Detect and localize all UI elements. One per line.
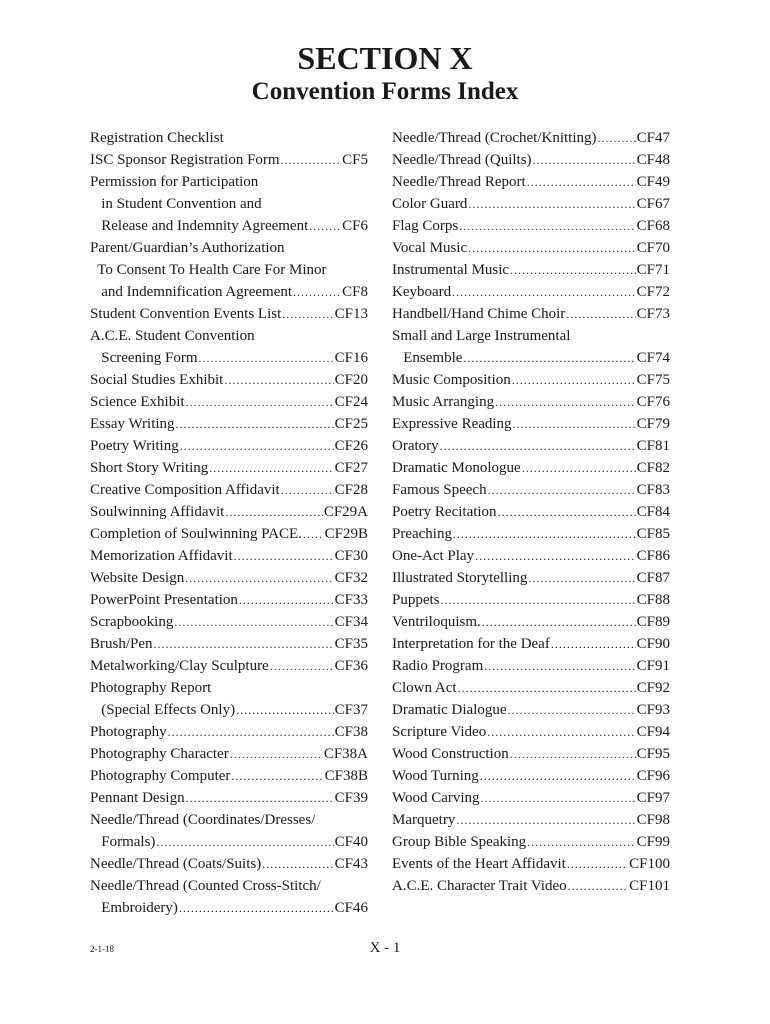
- index-entry: [90, 677, 368, 699]
- index-title: Convention Forms Index: [251, 78, 519, 105]
- dot-leader: [231, 765, 323, 787]
- dot-leader: [176, 413, 334, 435]
- form-code: CF81: [636, 438, 670, 454]
- dot-leader: [282, 303, 333, 325]
- dot-leader: [468, 193, 635, 215]
- dot-leader: [179, 897, 334, 919]
- form-code: CF89: [636, 614, 670, 630]
- dot-leader: [498, 501, 636, 523]
- entry-title: Photography Report: [90, 680, 212, 696]
- form-code: CF24: [334, 394, 368, 410]
- dot-leader: [262, 853, 333, 875]
- form-code: CF28: [334, 482, 368, 498]
- index-entry: [392, 809, 670, 831]
- entry-title: Small and Large Instrumental: [392, 328, 571, 344]
- form-code: CF6: [342, 218, 368, 234]
- dot-leader: [567, 853, 628, 875]
- entry-title: Preaching: [392, 526, 452, 542]
- dot-leader: [281, 149, 342, 171]
- entry-title: Needle/Thread (Counted Cross-Stitch/: [90, 878, 321, 894]
- form-code: CF29B: [324, 526, 368, 542]
- dot-leader: [551, 633, 636, 655]
- index-entry: [90, 435, 368, 457]
- dot-leader: [513, 413, 636, 435]
- form-code: CF27: [334, 460, 368, 476]
- index-entry: [90, 545, 368, 567]
- entry-title: Events of the Heart Affidavit: [392, 856, 566, 872]
- entry-title: Screening Form: [90, 350, 198, 366]
- index-entry: [90, 259, 368, 281]
- entry-title: Music Composition: [392, 372, 511, 388]
- index-entry: [392, 347, 670, 369]
- dot-leader: [495, 391, 636, 413]
- dot-leader: [230, 743, 323, 765]
- index-entry: [392, 831, 670, 853]
- index-entry: [392, 677, 670, 699]
- index-entry: [90, 523, 368, 545]
- form-code: CF83: [636, 482, 670, 498]
- form-code: CF48: [636, 152, 670, 168]
- dot-leader: [168, 721, 334, 743]
- form-code: CF34: [334, 614, 368, 630]
- entry-title: Famous Speech: [392, 482, 487, 498]
- dot-leader: [527, 831, 635, 853]
- form-code: CF76: [636, 394, 670, 410]
- entry-title: Embroidery): [90, 900, 178, 916]
- entry-title: Vocal Music: [392, 240, 468, 256]
- index-entry: [392, 501, 670, 523]
- dot-leader: [156, 831, 333, 853]
- form-code: CF98: [636, 812, 670, 828]
- entry-title: Puppets: [392, 592, 440, 608]
- form-code: CF90: [636, 636, 670, 652]
- index-entry: [392, 699, 670, 721]
- index-entry: [90, 369, 368, 391]
- entry-title: (Special Effects Only): [90, 702, 236, 718]
- entry-title: Photography: [90, 724, 167, 740]
- entry-title: Instrumental Music: [392, 262, 510, 278]
- dot-leader: [508, 699, 636, 721]
- form-code: CF70: [636, 240, 670, 256]
- dot-leader: [441, 589, 636, 611]
- form-code: CF32: [334, 570, 368, 586]
- entry-title: Wood Turning: [392, 768, 479, 784]
- dot-leader: [481, 787, 636, 809]
- index-entry: [392, 193, 670, 215]
- index-entry: [392, 567, 670, 589]
- index-entry: [90, 347, 368, 369]
- entry-title: Photography Computer: [90, 768, 231, 784]
- dot-leader: [234, 545, 334, 567]
- index-entry: [392, 281, 670, 303]
- index-entry: [392, 325, 670, 347]
- entry-title: Dramatic Monologue: [392, 460, 521, 476]
- dot-leader: [533, 149, 636, 171]
- entry-title: Oratory: [392, 438, 439, 454]
- form-code: CF87: [636, 570, 670, 586]
- form-code: CF5: [342, 152, 368, 168]
- index-entry: [90, 325, 368, 347]
- entry-title: Soulwinning Affidavit: [90, 504, 225, 520]
- entry-title: Wood Construction: [392, 746, 509, 762]
- dot-leader: [154, 633, 334, 655]
- dot-leader: [174, 611, 333, 633]
- entry-title: Social Studies Exhibit: [90, 372, 224, 388]
- dot-leader: [225, 501, 323, 523]
- form-code: CF35: [334, 636, 368, 652]
- entry-title: One-Act Play: [392, 548, 475, 564]
- entry-title: Clown Act: [392, 680, 457, 696]
- index-entry: [90, 787, 368, 809]
- index-entry: [392, 545, 670, 567]
- dot-leader: [224, 369, 333, 391]
- entry-title: Needle/Thread (Coordinates/Dresses/: [90, 812, 316, 828]
- form-code: CF79: [636, 416, 670, 432]
- form-code: CF86: [636, 548, 670, 564]
- entry-title: Marquetry: [392, 812, 456, 828]
- form-code: CF85: [636, 526, 670, 542]
- form-code: CF74: [636, 350, 670, 366]
- entry-title: Needle/Thread (Quilts): [392, 152, 532, 168]
- entry-title: Keyboard: [392, 284, 452, 300]
- entry-title: Illustrated Storytelling: [392, 570, 528, 586]
- entry-title: Interpretation for the Deaf: [392, 636, 550, 652]
- form-code: CF39: [334, 790, 368, 806]
- index-entry: [392, 369, 670, 391]
- form-code: CF49: [636, 174, 670, 190]
- entry-title: Scripture Video: [392, 724, 487, 740]
- index-entry: [392, 391, 670, 413]
- dot-leader: [482, 611, 636, 633]
- form-code: CF84: [636, 504, 670, 520]
- index-entry: [90, 501, 368, 523]
- entry-title: Radio Program: [392, 658, 484, 674]
- form-code: CF33: [334, 592, 368, 608]
- entry-title: Registration Checklist: [90, 130, 224, 146]
- dot-leader: [198, 347, 333, 369]
- form-code: CF38: [334, 724, 368, 740]
- form-code: CF20: [334, 372, 368, 388]
- index-entry: [90, 149, 368, 171]
- entry-title: Dramatic Dialogue: [392, 702, 507, 718]
- form-code: CF101: [629, 878, 670, 894]
- index-entry: [90, 171, 368, 193]
- entry-title: Metalworking/Clay Sculpture: [90, 658, 269, 674]
- form-code: CF13: [334, 306, 368, 322]
- dot-leader: [522, 457, 636, 479]
- dot-leader: [440, 435, 636, 457]
- entry-title: Student Convention Events List: [90, 306, 282, 322]
- entry-title: in Student Convention and: [90, 196, 262, 212]
- dot-leader: [186, 787, 334, 809]
- index-entry: [90, 809, 368, 831]
- entry-title: Photography Character: [90, 746, 229, 762]
- form-code: CF30: [334, 548, 368, 564]
- entry-title: Science Exhibit: [90, 394, 185, 410]
- form-code: CF96: [636, 768, 670, 784]
- dot-leader: [512, 369, 636, 391]
- entry-title: Color Guard: [392, 196, 468, 212]
- dot-leader: [281, 479, 334, 501]
- index-entry: [392, 149, 670, 171]
- index-entry: [90, 897, 368, 919]
- entry-title: Needle/Thread (Coats/Suits): [90, 856, 262, 872]
- entry-title: PowerPoint Presentation: [90, 592, 238, 608]
- entry-title: Wood Carving: [392, 790, 480, 806]
- left-index-column: [90, 127, 368, 919]
- form-code: CF99: [636, 834, 670, 850]
- form-code: CF93: [636, 702, 670, 718]
- form-code: CF38A: [323, 746, 368, 762]
- index-entry: [90, 875, 368, 897]
- index-entry: [90, 611, 368, 633]
- index-entry: [392, 743, 670, 765]
- form-code: CF43: [334, 856, 368, 872]
- form-code: CF38B: [324, 768, 368, 784]
- dot-leader: [528, 567, 635, 589]
- right-index-column: [392, 127, 670, 897]
- dot-leader: [475, 545, 636, 567]
- entry-title: Flag Corps: [392, 218, 459, 234]
- dot-leader: [487, 721, 635, 743]
- entry-title: Memorization Affidavit: [90, 548, 233, 564]
- dot-leader: [293, 281, 341, 303]
- dot-leader: [527, 171, 636, 193]
- dot-leader: [488, 479, 636, 501]
- index-entry: [90, 853, 368, 875]
- index-entry: [90, 237, 368, 259]
- entry-title: Brush/Pen: [90, 636, 153, 652]
- dot-leader: [468, 237, 636, 259]
- index-entry: [90, 567, 368, 589]
- form-code: CF29A: [323, 504, 368, 520]
- dot-leader: [458, 677, 636, 699]
- index-entry: [392, 589, 670, 611]
- index-entry: [392, 721, 670, 743]
- index-entry: [392, 633, 670, 655]
- entry-title: To Consent To Health Care For Minor: [90, 262, 327, 278]
- form-code: CF67: [636, 196, 670, 212]
- entry-title: Needle/Thread Report: [392, 174, 526, 190]
- index-entry: [90, 743, 368, 765]
- index-entry: [90, 127, 368, 149]
- index-entry: [90, 655, 368, 677]
- entry-title: A.C.E. Student Convention: [90, 328, 255, 344]
- index-entry: [392, 457, 670, 479]
- dot-leader: [209, 457, 333, 479]
- dot-leader: [456, 809, 635, 831]
- dot-leader: [480, 765, 636, 787]
- form-code: CF88: [636, 592, 670, 608]
- index-entry: [392, 479, 670, 501]
- index-entry: [90, 765, 368, 787]
- dot-leader: [463, 347, 635, 369]
- index-entry: [392, 655, 670, 677]
- dot-leader: [453, 523, 636, 545]
- entry-title: Group Bible Speaking: [392, 834, 527, 850]
- entry-title: Scrapbooking: [90, 614, 174, 630]
- index-entry: [392, 127, 670, 149]
- index-entry: [392, 875, 670, 897]
- index-entry: [90, 721, 368, 743]
- dot-leader: [185, 567, 333, 589]
- entry-title: Creative Composition Affidavit: [90, 482, 280, 498]
- dot-leader: [239, 589, 334, 611]
- entry-title: Ventriloquism.: [392, 614, 481, 630]
- entry-title: A.C.E. Character Trait Video: [392, 878, 567, 894]
- index-entry: [392, 413, 670, 435]
- form-code: CF71: [636, 262, 670, 278]
- dot-leader: [568, 875, 629, 897]
- form-code: CF73: [636, 306, 670, 322]
- entry-title: Short Story Writing: [90, 460, 209, 476]
- form-code: CF100: [629, 856, 670, 872]
- dot-leader: [459, 215, 635, 237]
- entry-title: ISC Sponsor Registration Form: [90, 152, 280, 168]
- entry-title: Website Design: [90, 570, 185, 586]
- form-code: CF36: [334, 658, 368, 674]
- index-entry: [90, 457, 368, 479]
- section-title: SECTION X: [297, 40, 473, 76]
- entry-title: Music Arranging: [392, 394, 495, 410]
- dot-leader: [598, 127, 636, 149]
- index-entry: [392, 435, 670, 457]
- dot-leader: [186, 391, 334, 413]
- index-entry: [392, 611, 670, 633]
- entry-title: and Indemnification Agreement: [90, 284, 293, 300]
- form-code: CF37: [334, 702, 368, 718]
- index-entry: [392, 765, 670, 787]
- entry-title: Expressive Reading: [392, 416, 512, 432]
- dot-leader: [303, 523, 324, 545]
- entry-title: Release and Indemnity Agreement: [90, 218, 309, 234]
- dot-leader: [270, 655, 334, 677]
- dot-leader: [309, 215, 341, 237]
- index-entry: [90, 479, 368, 501]
- index-entry: [90, 589, 368, 611]
- index-entry: [90, 303, 368, 325]
- dot-leader: [484, 655, 635, 677]
- form-code: CF40: [334, 834, 368, 850]
- form-code: CF75: [636, 372, 670, 388]
- dot-leader: [452, 281, 635, 303]
- form-code: CF47: [636, 130, 670, 146]
- index-entry: [90, 391, 368, 413]
- index-entry: [90, 215, 368, 237]
- entry-title: Handbell/Hand Chime Choir: [392, 306, 566, 322]
- entry-title: Parent/Guardian’s Authorization: [90, 240, 285, 256]
- index-entry: [392, 787, 670, 809]
- form-code: CF97: [636, 790, 670, 806]
- entry-title: Poetry Writing: [90, 438, 179, 454]
- index-entry: [392, 259, 670, 281]
- revision-date: 2-1-18: [90, 944, 114, 954]
- form-code: CF72: [636, 284, 670, 300]
- entry-title: Essay Writing: [90, 416, 175, 432]
- entry-title: Needle/Thread (Crochet/Knitting): [392, 130, 597, 146]
- index-entry: [392, 303, 670, 325]
- form-code: CF82: [636, 460, 670, 476]
- dot-leader: [510, 743, 636, 765]
- entry-title: Formals): [90, 834, 156, 850]
- dot-leader: [180, 435, 334, 457]
- index-entry: [90, 413, 368, 435]
- entry-title: Permission for Participation: [90, 174, 259, 190]
- index-entry: [90, 633, 368, 655]
- entry-title: Pennant Design: [90, 790, 185, 806]
- index-entry: [90, 281, 368, 303]
- form-code: CF8: [342, 284, 368, 300]
- dot-leader: [566, 303, 635, 325]
- form-code: CF68: [636, 218, 670, 234]
- form-code: CF91: [636, 658, 670, 674]
- index-entry: [90, 193, 368, 215]
- form-code: CF94: [636, 724, 670, 740]
- index-entry: [392, 171, 670, 193]
- form-code: CF92: [636, 680, 670, 696]
- dot-leader: [510, 259, 636, 281]
- form-code: CF25: [334, 416, 368, 432]
- entry-title: Ensemble: [392, 350, 463, 366]
- index-entry: [90, 699, 368, 721]
- form-code: CF46: [334, 900, 368, 916]
- form-code: CF26: [334, 438, 368, 454]
- form-code: CF95: [636, 746, 670, 762]
- page-number: X - 1: [369, 940, 401, 956]
- dot-leader: [236, 699, 334, 721]
- entry-title: Completion of Soulwinning PACE.: [90, 526, 302, 542]
- index-entry: [392, 215, 670, 237]
- index-entry: [90, 831, 368, 853]
- entry-title: Poetry Recitation: [392, 504, 497, 520]
- index-entry: [392, 237, 670, 259]
- index-entry: [392, 853, 670, 875]
- index-entry: [392, 523, 670, 545]
- form-code: CF16: [334, 350, 368, 366]
